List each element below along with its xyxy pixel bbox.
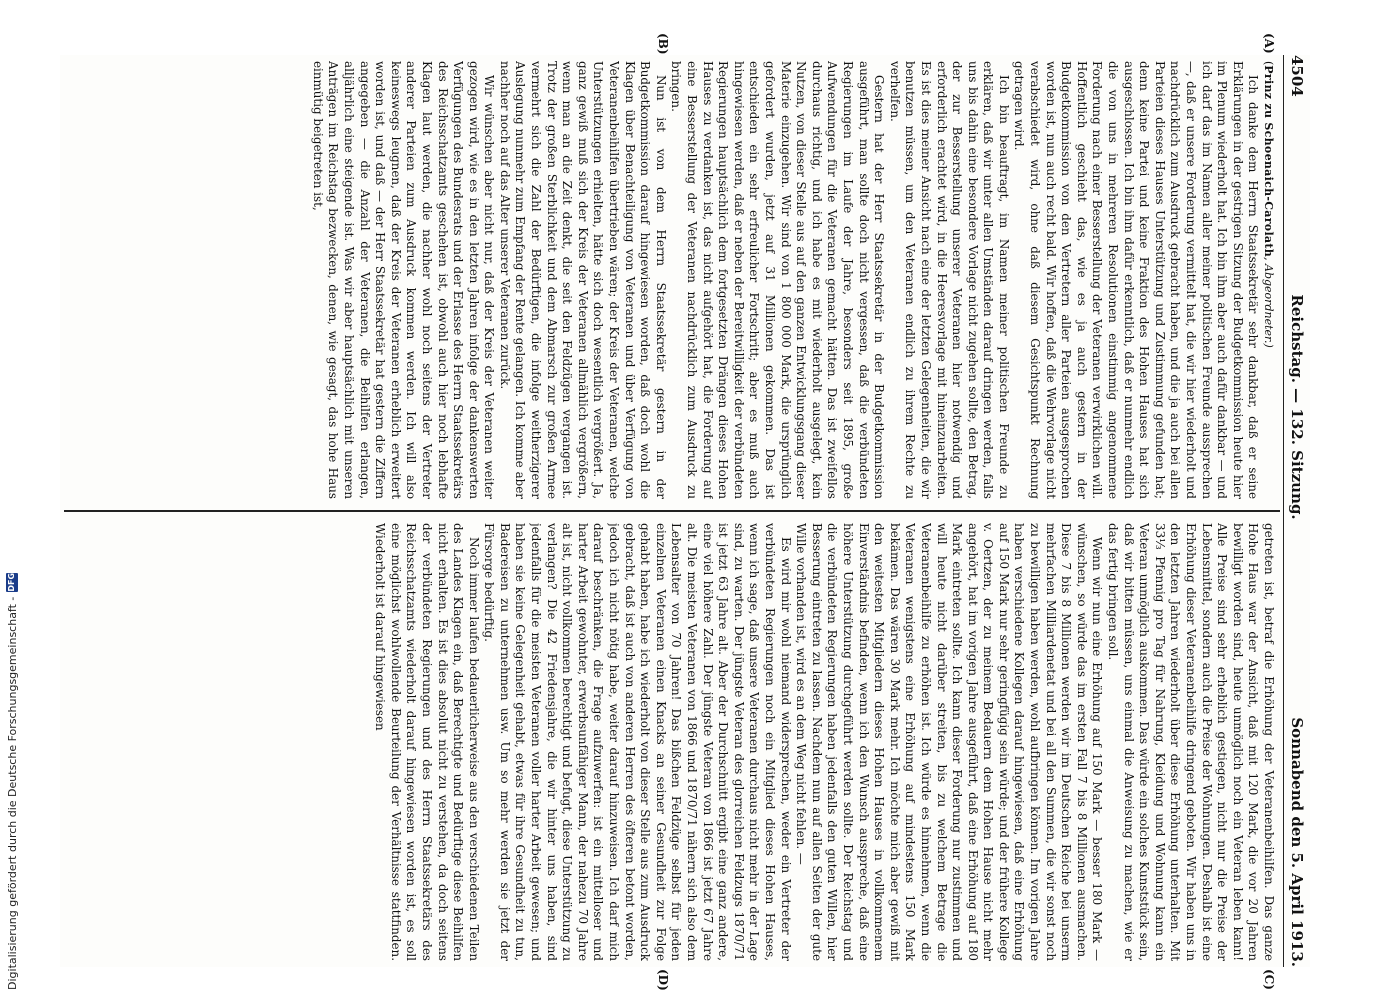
paragraph: Es wird mir wohl niemand widersprechen, weder ein Vertreter der verbündeten Regierungen noch ein Mitglied dieses Hohen Hauses, wenn ich sage, daß unsere Veteranen durchaus nicht mehr in der Lage sind, zu warten. Der jüngste Veteran des glorreichen Feldzugs 1870/71 ist jetzt 63 Jahre alt. Aber der Durchschnitt ergibt eine ganz andere, eine viel höhere Zahl. Der jüngste Veteran von 1866 ist jetzt 67 Jahre alt. Die meisten Veteranen von 1866 und 1870/71 nähern sich also dem Lebensalter von 70 Jahren! Das bißchen Feldzüge selbst für jeden einzelnen Veteranen einen Knacks an seiner Gesundheit zur Folge gehabt haben, habe ich wiederholt von dieser Stelle aus zum Ausdruck gebracht, daß ist auch von anderen Herren des öfteren betont worden, jedoch ich nicht nötig habe, weiter darauf hinzuweisen. Ich darf mich darauf beschränken, die Frage aufzuwerfen: ist ein mittelloser und harter Arbeit gewohnter, erwerbsunfähiger Mann, der nahezu 70 Jahre alt ist, nicht vollkommen berechtigt und befugt, diese Unterstützung zu verlangen? Die 42 Friedensjahre, die wir hinter uns haben, sind jedenfalls für die meisten Veteranen voller harter Arbeit gewesen; und haben sie keine Gelegenheit gehabt, etwas für ihre Gesundheit zu tun, Badereisen zu unternehmen usw. Um so mehr werden sie jetzt der Fürsorge bedürftig. — [482, 523, 793, 961]
speaker-name: Prinz zu Schoenaich-Carolath — [1262, 65, 1275, 258]
scanned-page-frame — [40, 33, 1310, 995]
paragraph: Ich danke dem Herrn Staatssekretär sehr dankbar, daß er seine Erklärungen in der gestrigen Sitzung der Budgetkommission heute hier im Plenum wiederholt hat. Ich bin ihm aber auch dafür dankbar — und ich darf das im Namen aller meiner politischen Freunde aussprechen —, daß er unsere Forderung vermittelt hat, die wir hier wiederholt und nachdrücklich zum Ausdruck gebracht haben, und die ja auch bei allen Parteien dieses Hauses Unterstützung und Zustimmung gefunden hat; denn keine Partei und keine Fraktion des Hohen Hauses hat sich ausgeschlossen. Ich bin ihm dafür erkenntlich, daß er nunmehr endlich die von uns in mehreren Resolutionen einstimmig angenommene Forderung nach einer Besserstellung der Veteranen verwirklichen will. Hoffentlich geschieht das, wie es ja auch gestern in der Budgetkommission von den Vertretern aller Parteien ausgesprochen worden ist, nun auch recht bald. Wir hoffen, daß die Wehrvorlage nicht verabschiedet wird, ohne daß diesem Gesichtspunkt Rechnung getragen wird. — [1012, 61, 1261, 499]
margin-mark-c: (C) — [1262, 969, 1276, 990]
paragraph: Gestern hat der Herr Staatssekretär in der Budgetkommission ausgeführt, man sollte doch nicht vergessen, daß die verbündeten Regierungen im Laufe der Jahre, besonders seit 1895, große Aufwendungen für die Veteranen gemacht hätten. Das ist zweifellos durchaus richtig, und ich habe es mit wiederholt ausgelegt, kein Nutzen, von dieser Stelle aus auf den ganzen Entwicklungsgang dieser Materie einzugehen. Wir sind von 1 800 000 Mark, die ursprünglich gefordert wurden, jetzt auf 31 Millionen gekommen. Das ist entschieden ein sehr erfreulicher Fortschritt; aber es muß auch hingewiesen werden, daß er neben der Bereitwilligkeit der verbündeten Regierungen hauptsächlich dem fortgesetzten Drängen dieses Hohen Hauses zu verdanken ist, das nicht aufgehört hat, die Forderung auf eine Besserstellung der Veteranen nachdrücklich zum Ausdruck zu bringen. — [669, 61, 887, 499]
margin-mark-a: (A) — [1262, 33, 1276, 54]
right-column — [68, 523, 1276, 961]
paragraph: Ich bin beauftragt, im Namen meiner politischen Freunde zu erklären, daß wir unter allen Umständen darauf dringen werden, falls uns bis dahin eine besondere Vorlage nicht zugehen sollte, den Betrag, der zur Besserstellung unserer Veteranen hier notwendig und erforderlich erachtet wird, in die Heeresvorlage mit hineinzuarbeiten. Es ist dies meiner Ansicht nach eine der letzten Gelegenheiten, die wir benutzen müssen, um den Veteranen endlich zu ihrem Rechte zu verhelfen. — [887, 61, 1011, 499]
document-page — [60, 33, 1310, 991]
paragraph: Wenn wir nun eine Erhöhung auf 150 Mark — besser 180 Mark — wünschen, so würde das im ersten Fall 7 bis 8 Millionen ausmachen. Diese 7 bis 8 Millionen werden wir im Deutschen Reiche bei unserm mehrfachen Milliardenetat und bei all den Summen, die wir sonst noch zu bewilligen haben werden, wohl aufbringen können. Im vorigen Jahre haben verschiedene Kollegen darauf hingewiesen, daß eine Erhöhung auf 150 Mark nur sehr geringfügig sein würde; und der frühere Kollege v. Oertzen, der zu meinem Bedauern dem Hohen Hause nicht mehr angehört, hat im vorigen Jahre ausgeführt, daß eine Erhöhung auf 180 Mark eintreten sollte. Ich kann dieser Forderung nur zustimmen und will heute nicht darüber streiten, bis zu welchem Betrage die Veteranenbeihilfe zu erhöhen ist. Ich würde es hinnehmen, wenn die Veteranen wenigstens eine Erhöhung auf mindestens 150 Mark bekämen. Das wären 30 Mark mehr. Ich möchte mich aber gewiß mit den weitesten Mitgliedern dieses Hohen Hauses in vollkommenem Einverständnis befinden, wenn ich den Wunsch ausspreche, daß eine höhere Unterstützung durchgeführt werden sollte. Der Reichstag und die verbündeten Regierungen haben jedenfalls den guten Willen, hier Besserung eintreten zu lassen. Nachdem nun auf allen Seiten der gute Wille vorhanden ist, wird es an dem Weg nicht fehlen. — — [794, 523, 1105, 961]
page-number: 4504 — [1288, 55, 1306, 97]
column-divider — [64, 510, 1280, 512]
digitization-credit — [4, 572, 20, 990]
paragraph: Wir wünschen aber nicht nur, daß der Kreis der Veteranen weiter gezogen wird, wie es in den letzten Jahren infolge der dankenswerten Verfügungen des Bundesrats und der Erlasse des Herrn Staatssekretärs des Reichsschatzamts geschehen ist, obwohl auch hier noch lebhafte Klagen laut werden, die nachher wohl noch seitens der Vertreter anderer Parteien zum Ausdruck kommen werden. Ich will also keineswegs leugnen, daß der Kreis der Veteranen erheblich erweitert worden ist, und daß — der Herr Staatssekretär hat gestern die Ziffern angegeben — die Anzahl der Veteranen, die Beihilfen erlangen, alljährlich eine steigende ist. Was wir aber hauptsächlich mit unseren Anträgen im Reichstag bezwecken, denen, wie gesagt, das hohe Haus einmütig beigetreten ist, — [310, 61, 497, 499]
paragraph: Nun ist von dem Herrn Staatssekretär gestern in der Budgetkommission darauf hingewiesen worden, daß doch wohl die Klagen über Benachteiligung von Veteranen und über Verfügung von Veteranenbeihilfen übertrieben wären; der Kreis der Veteranen, welche Unterstützungen erhielten, hätte sich doch wesentlich vergrößert. Ja, ganz gewiß muß sich der Kreis der Veteranen allmählich vergrößern, wenn man an die Zeit denkt, die seit den Feldzügen vergangen ist. Trotz der großen Sterblichkeit und dem Abmarsch zur großen Armee vermehrt sich die Zahl der Bedürftigen, die infolge weitherzigerer Auslegung nunmehr zum Empfang der Rente gelangen. Ich komme aber nachher noch auf das Alter unserer Veteranen zurück. — [497, 61, 668, 499]
running-title: Reichstag. — 132. Sitzung. — [1288, 294, 1306, 520]
page-header — [1283, 55, 1310, 967]
paragraph: getreten ist, betraf die Erhöhung der Veteranenbeihilfen. Das ganze Hohe Haus war der Ansicht, daß mit 120 Mark, die vor 20 Jahren bewilligt worden sind, heute unmöglich noch ein Veteran leben kann! Alle Preise sind sehr erheblich gestiegen, nicht nur die Preise der Lebensmittel, sondern auch die Preise der Wohnungen. Deshalb ist eine Erhöhung dieser Veteranenbeihilfe dringend geboten. Wir haben uns in den letzten Jahren wiederholt über diese Erhöhung unterhalten. Mit 33⅓ Pfennig pro Tag für Nahrung, Kleidung und Wohnung kann ein Veteran unmöglich auskommen. Das würde ein solches Kunststück sein, daß wir bitten müssen, uns einmal die Anweisung zu machen, wie er das fertig bringen soll. — [1106, 523, 1276, 961]
credit-text: Digitalisierung gefördert durch die Deutsche Forschungsgemeinschaft - — [5, 596, 19, 990]
speaker-line: (Prinz zu Schoenaich-Carolath, Abgeordneter.) — [1262, 61, 1275, 348]
session-date: Sonnabend den 5. April 1913. — [1288, 717, 1306, 967]
dfg-logo-icon: DFG — [7, 572, 16, 592]
margin-mark-d: (D) — [656, 969, 670, 991]
paragraph: Noch immer laufen bedauerlicherweise aus den verschiedenen Teilen des Landes Klagen ein, daß Berechtigte und Bedürftige diese Beihilfen nicht erhalten. Es ist dies absolut nicht zu verstehen, da doch seitens der verbündeten Regierungen und des Herrn Staatssekretärs des Reichsschatzamts wiederholt darauf hingewiesen worden ist, es soll eine möglichst wohlwollende Beurteilung der Verhältnisse stattfinden. Wiederholt ist darauf hingewiesen — [373, 523, 481, 961]
margin-mark-b: (B) — [656, 33, 670, 55]
left-column — [68, 61, 1276, 499]
